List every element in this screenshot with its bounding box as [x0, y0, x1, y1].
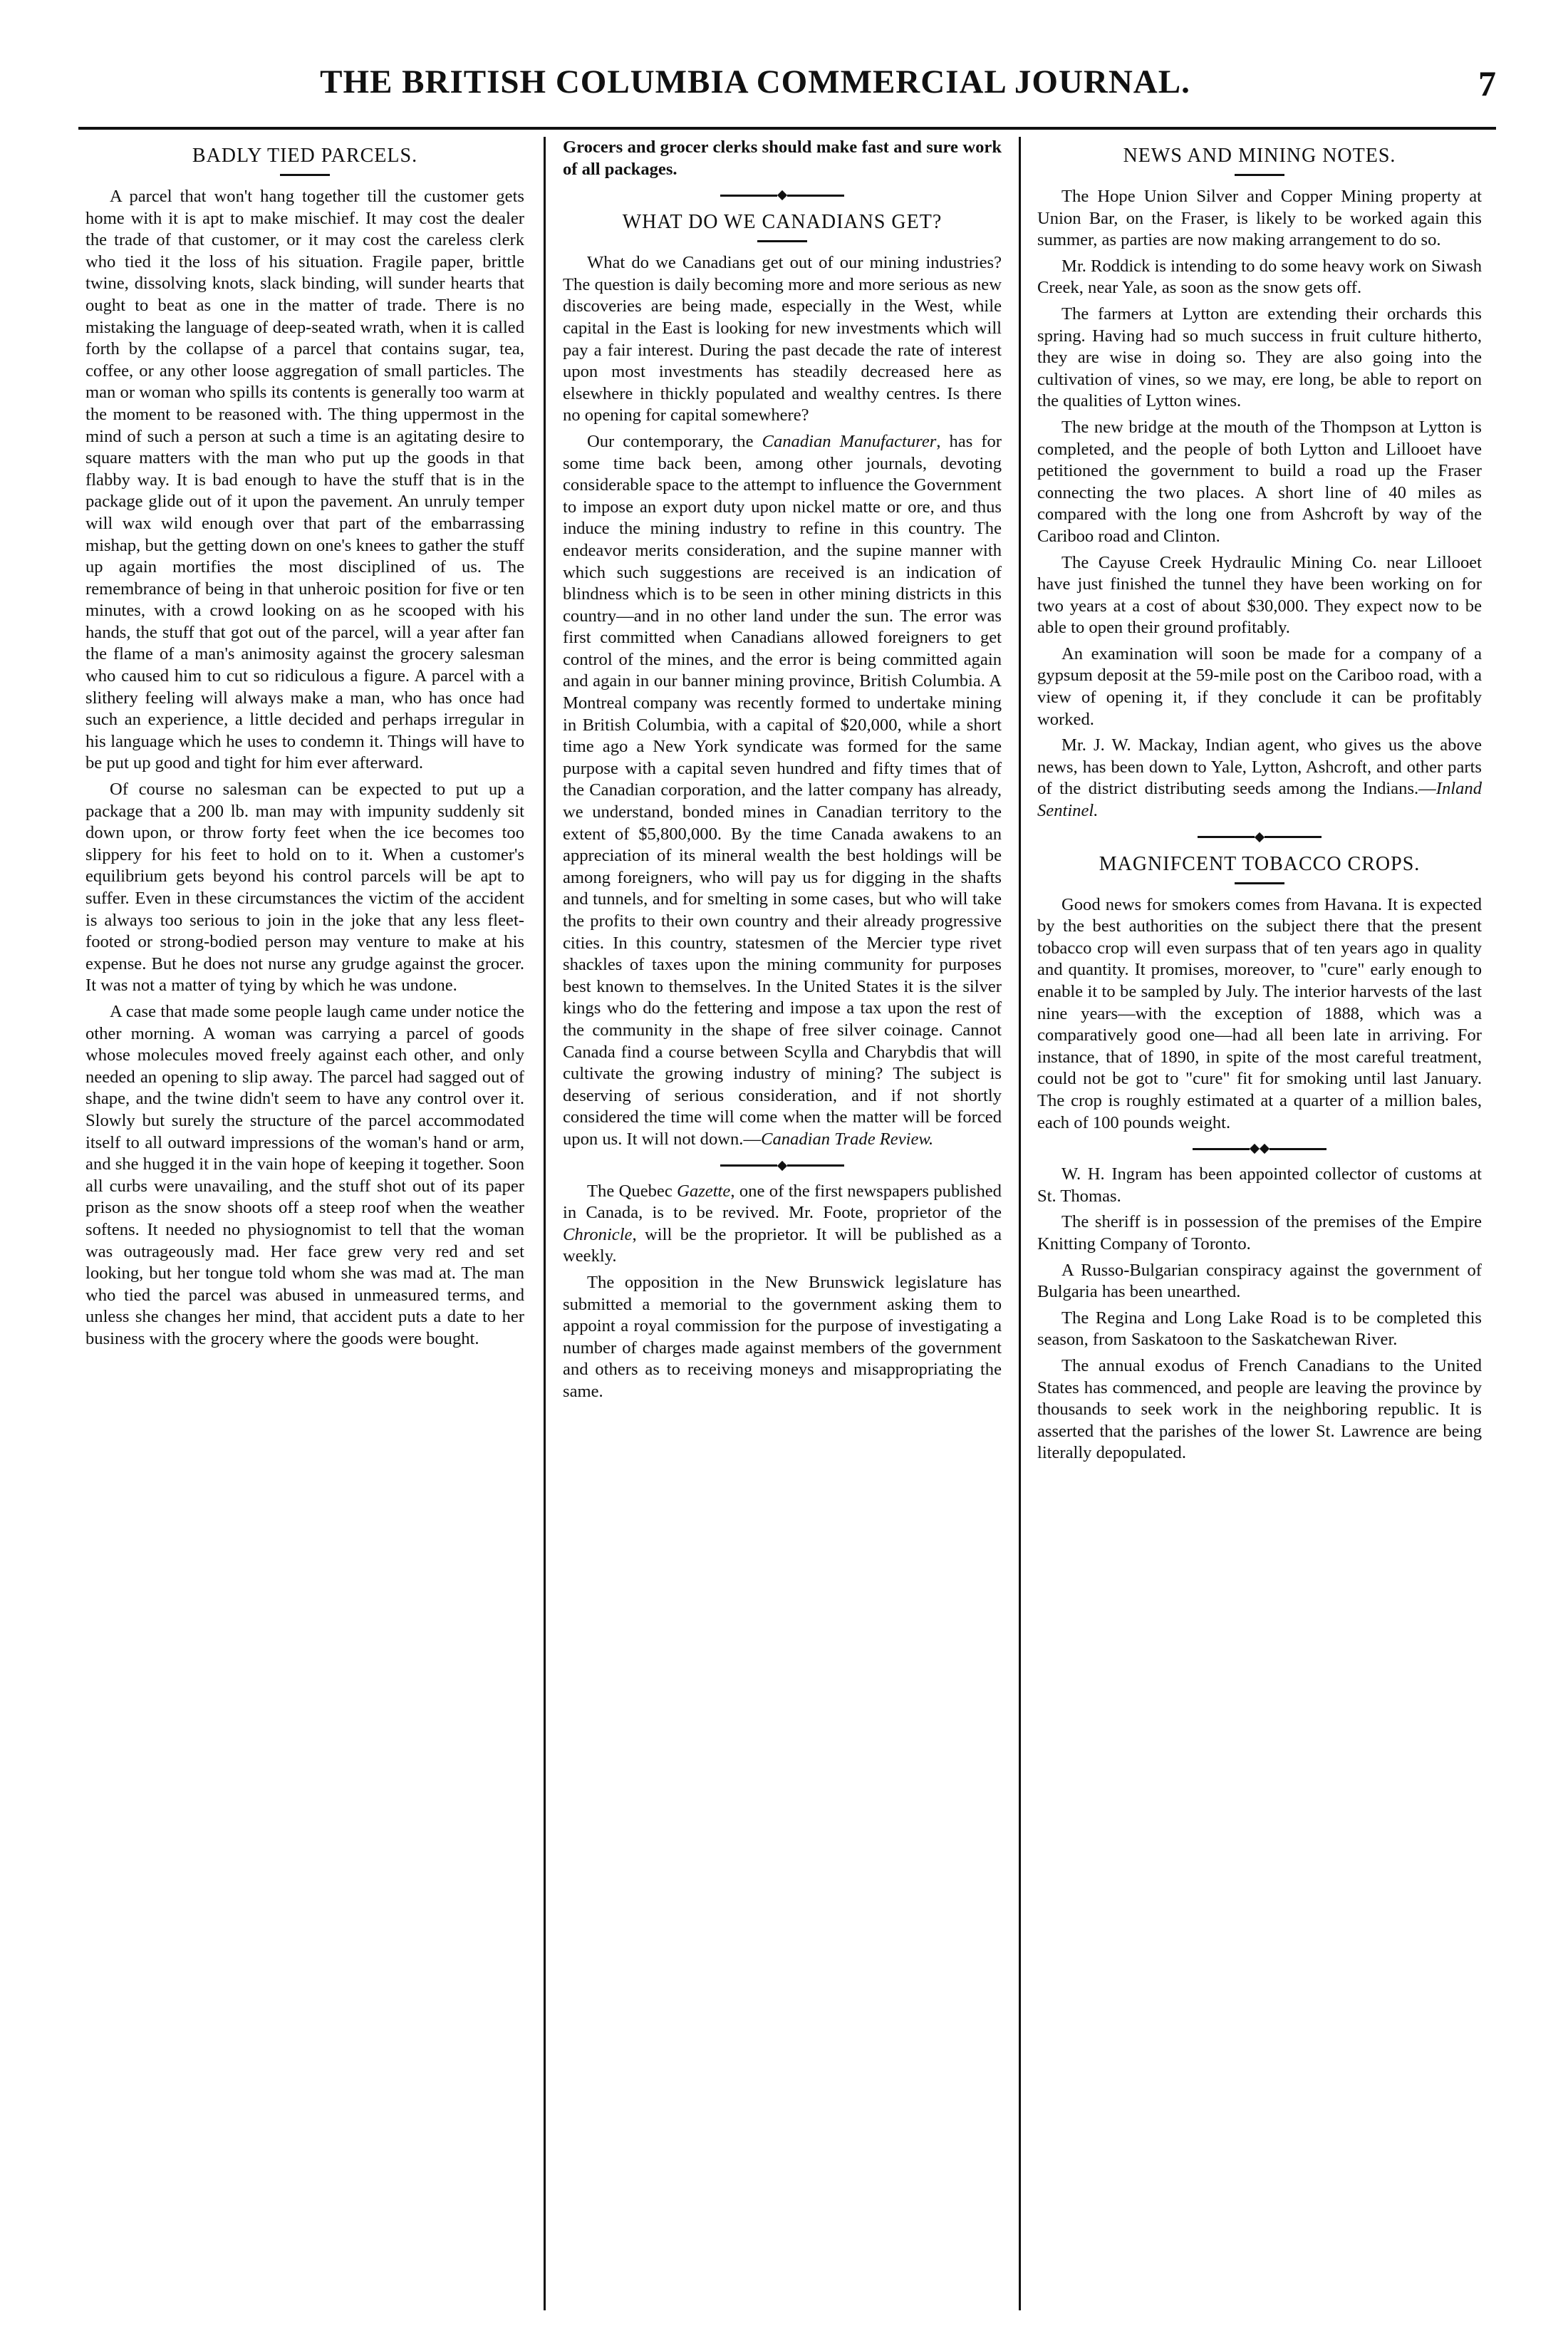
- ornament-divider: [563, 1162, 1002, 1169]
- article-paragraph: Of course no salesman can be expected to put up a package that a 200 lb. man may with impunity suddenly sit down upon, or throw forty feet when the ice becomes too slippery for his feet to hold on to it. When a customer's equilibrium gets beyond his control parcels will be apt to suffer. Even in these circumstances the victim of the accident is always too serious to join in the joke that any less fleet-footed or strong-bodied person may venture to make at his expense. But he does not nurse any grudge against the grocer. It was not a matter of tying by which he was undone.: [85, 780, 524, 996]
- article-paragraph: The Hope Union Silver and Copper Mining property at Union Bar, on the Fraser, is likely to be worked again this summer, as parties are now making arrangement to do so.: [1037, 187, 1482, 250]
- heading-dash: [1235, 174, 1284, 176]
- article-paragraph: What do we Canadians get out of our mining industries? The question is daily becoming more and more serious as new discoveries are being made, especially in the West, while capital in the East is looking for new investments which will pay a fair interest. During the past decade the rate of interest upon most investments has steadily decreased here as elsewhere in thickly populated and wealthy centres. Is there no opening for capital somewhere?: [563, 253, 1002, 425]
- column-rule: [1019, 137, 1021, 2310]
- article-paragraph: The Regina and Long Lake Road is to be completed this season, from Saskatoon to the Saskatchewan River.: [1037, 1308, 1482, 1350]
- article-paragraph: W. H. Ingram has been appointed collector of customs at St. Thomas.: [1037, 1164, 1482, 1206]
- article-paragraph: Grocers and grocer clerks should make fast and sure work of all packages.: [563, 138, 1002, 179]
- publication-name: Canadian Manufacturer: [762, 431, 937, 451]
- column-2: [563, 137, 1002, 2303]
- article-paragraph: Mr. Roddick is intending to do some heavy work on Siwash Creek, near Yale, as soon as the snow gets off.: [1037, 256, 1482, 298]
- ornament-divider: [1037, 834, 1482, 841]
- column-3: [1037, 137, 1482, 2303]
- article-paragraph: The Cayuse Creek Hydraulic Mining Co. near Lillooet have just finished the tunnel they have been working on for two years at a cost of about $30,000. They expect now to be able to open their ground profitably.: [1037, 552, 1482, 638]
- publication-name: Chronicle: [563, 1224, 633, 1244]
- article-paragraph: The annual exodus of French Canadians to the United States has commenced, and people are leaving the province by thousands to seek work in the neighboring republic. It is asserted that the parishes of the lower St. Lawrence are being literally depopulated.: [1037, 1355, 1482, 1463]
- ornament-divider: [1037, 1145, 1482, 1152]
- publication-name: Gazette: [677, 1181, 731, 1201]
- journal-title: THE BRITISH COLUMBIA COMMERCIAL JOURNAL.: [320, 63, 1190, 100]
- column-rule: [544, 137, 546, 2310]
- page-number: 7: [1478, 63, 1496, 103]
- article-heading: BADLY TIED PARCELS.: [192, 145, 418, 167]
- article-paragraph: Good news for smokers comes from Havana. It is expected by the best authorities on the subject there that the present tobacco crop will even surpass that of ten years ago in quality and quantity. It promises, moreover, to "cure" early enough to enable it to be sampled by July. The interior harvests of the last nine years—with the exception of 1888, which was a comparatively good one—had all been late in arriving. For instance, that of 1890, in spite of the most careful treatment, could not be got to "cure" fit for smoking until last January. The crop is roughly estimated at a quarter of a million bales, each of 100 pounds weight.: [1037, 894, 1482, 1132]
- heading-dash: [1235, 882, 1284, 884]
- article-paragraph: The opposition in the New Brunswick legislature has submitted a memorial to the government asking them to appoint a royal commission for the purpose of investigating a number of charges made against members of the government and others as to receiving moneys and misappropriating the same.: [563, 1272, 1002, 1401]
- heading-dash: [280, 174, 330, 176]
- article-heading: NEWS AND MINING NOTES.: [1123, 145, 1396, 167]
- article-paragraph: The Quebec Gazette, one of the first newspapers published in Canada, is to be revived. Mr. Foote, proprietor of the Chronicle, will be the proprietor. It will be published as a weekly.: [563, 1181, 1002, 1266]
- column-1: [85, 137, 524, 2303]
- article-paragraph: A case that made some people laugh came under notice the other morning. A woman was carrying a parcel of goods whose molecules moved freely against each other, and only needed an opening to slip away. The parcel had sagged out of shape, and the twine didn't seem to have any control over it. Slowly but surely the structure of the parcel accommodated itself to all outward impressions of the woman's hand or arm, and she hugged it in the vain hope of keeping it together. Soon all curbs were unavailing, and the stuff shot out of its paper prison as the snow shoots off a steep roof when the weather softens. It needed no physiognomist to tell that the woman was outrageously mad. Her face grew very red and set looking, but her tongue told whom she was mad at. The man who tied the parcel was abused in unmeasured terms, and unless she changes her mind, that accident puts a date to her business with the grocery where the goods were bought.: [85, 1001, 524, 1348]
- article-paragraph: Our contemporary, the Canadian Manufacturer, has for some time back been, among other journals, devoting considerable space to the attempt to influence the Government to impose an export duty upon nickel matte or ore, and thus induce the mining industry to refine in this country. The endeavor merits consideration, and the supine manner with which such suggestions are received is an indication of blindness which is to be seen in other mining districts in this country—and in no other land under the sun. The error was first committed when Canadians allowed foreigners to get control of the mines, and the error is being committed again and again in our banner mining province, British Columbia. A Montreal company was recently formed to undertake mining in British Columbia, with a capital of $20,000, while a short time ago a New York syndicate was formed for the same purpose with a capital seven hundred and fifty times that of the Canadian corporation, and the latter company has already, we understand, bonded mines in Canadian territory to the extent of $5,800,000. By the time Canada awakens to an appreciation of its mineral wealth the best holdings will be among foreigners, who will pay us for digging in the shafts and tunnels, and for smelting in some cases, but who will take the profits to their own country and their already progressive cities. In this country, statesmen of the Mercier type rivet shackles of taxes upon the mining community for purposes best known to themselves. In the United States it is the silver kings who do the fettering and impose a tax upon the rest of the community in the shape of free silver coinage. Cannot Canada find a course between Scylla and Charybdis that will cultivate the growing industry of mining? The subject is deserving of serious consideration, and if not shortly considered the time will come when the matter will be forced upon us. It will not down.—Canadian Trade Review.: [563, 431, 1002, 1149]
- ornament-divider: [563, 192, 1002, 199]
- header-rule: [78, 127, 1496, 130]
- article-paragraph: The farmers at Lytton are extending their orchards this spring. Having had so much success in fruit culture hitherto, they are wise in doing so. They are also going into the cultivation of vines, so we may, ere long, be able to report on the qualities of Lytton wines.: [1037, 304, 1482, 411]
- article-paragraph: The sheriff is in possession of the premises of the Empire Knitting Company of Toronto.: [1037, 1212, 1482, 1254]
- source-citation: Canadian Trade Review.: [761, 1129, 934, 1149]
- masthead: [78, 63, 1496, 114]
- article-heading: WHAT DO WE CANADIANS GET?: [622, 211, 943, 234]
- heading-dash: [757, 240, 807, 242]
- article-paragraph: A parcel that won't hang together till the customer gets home with it is apt to make mischief. It may cost the dealer the trade of that customer, or it may cost the careless clerk who tied it the loss of his situation. Fragile paper, brittle twine, dissolving knots, slack binding, will sunder hearts that ought to beat as one in the matter of trade. There is no mistaking the language of deep-seated wrath, when it is called forth by the collapse of a parcel that contains sugar, tea, coffee, or any other loose aggregation of small particles. The man or woman who spills its contents is generally too warm at the moment to be reasoned with. The thing uppermost in the mind of such a person at such a time is an agitating desire to square matters with the man who put up the goods in that flabby way. It is bad enough to have the stuff that is in the package glide out of it upon the pavement. An unruly temper will wax wild enough over that part of the embarrassing mishap, but the getting down on one's knees to gather the stuff up again mortifies the most disciplined of us. The remembrance of being in that unheroic position for five or ten minutes, with a crowd looking on as he scooped with his hands, the stuff that got out of the parcel, will a year after fan the flame of a man's animosity against the grocery salesman who caused him to cut so ridiculous a figure. A parcel with a slithery feeling will always make a man, who has once had such an experience, a little decided and perhaps irregular in his language which he uses to condemn it. Things will have to be put up good and tight for him ever afterward.: [85, 187, 524, 773]
- article-paragraph: An examination will soon be made for a company of a gypsum deposit at the 59-mile post on the Cariboo road, with a view of opening it, if they conclude it can be profitably worked.: [1037, 644, 1482, 729]
- article-paragraph: Mr. J. W. Mackay, Indian agent, who gives us the above news, has been down to Yale, Lytton, Ashcroft, and other parts of the district distributing seeds among the Indians.—Inland Sentinel.: [1037, 735, 1482, 821]
- article-heading: MAGNIFCENT TOBACCO CROPS.: [1099, 852, 1421, 875]
- article-paragraph: The new bridge at the mouth of the Thompson at Lytton is completed, and the people of both Lytton and Lillooet have petitioned the government to build a road up the Fraser connecting the two places. A short line of 40 miles as compared with the long one from Ashcroft by way of the Cariboo road and Clinton.: [1037, 417, 1482, 546]
- source-citation: Inland Sentinel.: [1037, 779, 1482, 821]
- article-paragraph: A Russo-Bulgarian conspiracy against the government of Bulgaria has been unearthed.: [1037, 1260, 1482, 1302]
